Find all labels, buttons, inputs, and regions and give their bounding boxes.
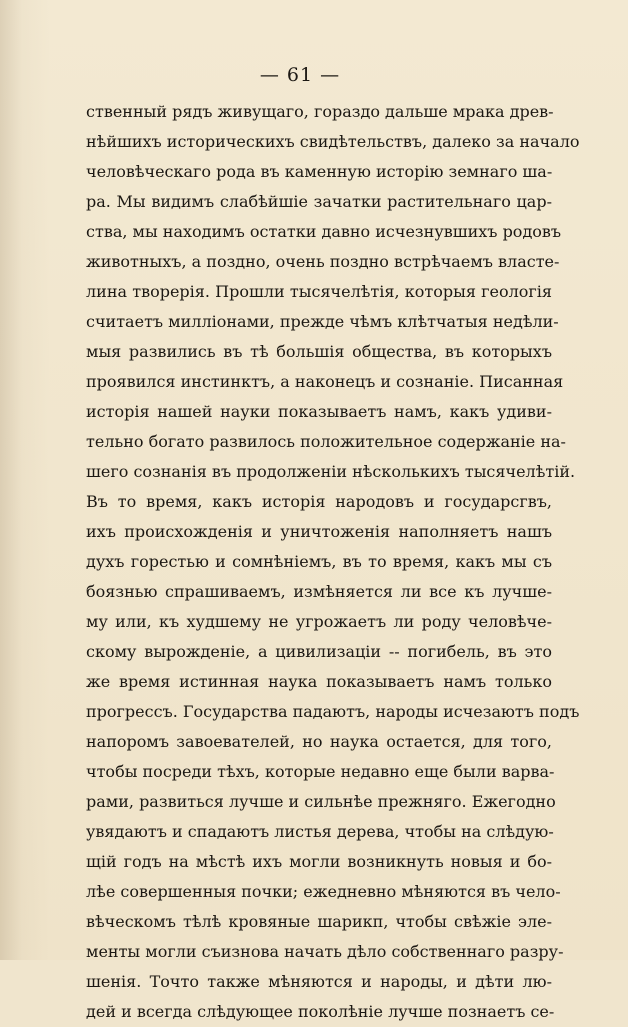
text-line: считаетъ милліонами, прежде чѣмъ клѣтчатыя недѣли- (86, 312, 559, 331)
text-line: Въ то время, какъ исторія народовъ и государсгвъ, (86, 492, 552, 511)
text-line: духъ горестью и сомнѣніемъ, въ то время, какъ мы съ (86, 552, 552, 571)
text-line: рами, развиться лучше и сильнѣе прежняго. Ежегодно (86, 792, 556, 811)
text-line: лѣе совершенныя почки; ежедневно мѣняются въ чело- (86, 882, 561, 901)
text-line: шего сознанія въ продолженіи нѣсколькихъ тысячелѣтій. (86, 462, 576, 481)
text-line: боязнью спрашиваемъ, измѣняется ли все къ лучше- (86, 582, 552, 601)
text-line: дей и всегда слѣдующее поколѣніе лучше познаетъ се- (86, 1002, 555, 1021)
text-line: ихъ происхожденія и уничтоженія наполняетъ нашъ (86, 522, 552, 541)
text-line: ства, мы находимъ остатки давно исчезнувшихъ родовъ (86, 222, 562, 241)
text-line: проявился инстинктъ, а наконецъ и сознаніе. Писанная (86, 372, 564, 391)
text-line: скому вырожденіе, а цивилизаціи -- погибель, въ это (86, 642, 552, 661)
text-line: ственный рядъ живущаго, гораздо дальше мрака древ- (86, 102, 554, 121)
text-line: чтобы посреди тѣхъ, которые недавно еще были варва- (86, 762, 555, 781)
text-line: исторія нашей науки показываетъ намъ, какъ удиви- (86, 402, 552, 421)
text-line: прогрессъ. Государства падаютъ, народы исчезаютъ подъ (86, 702, 580, 721)
text-line: животныхъ, а поздно, очень поздно встрѣчаемъ власте- (86, 252, 560, 271)
body-text (86, 97, 580, 1027)
text-line: менты могли съизнова начать дѣло собственнаго разру- (86, 942, 564, 961)
text-line: ра. Мы видимъ слабѣйшіе зачатки растительнаго цар- (86, 192, 552, 211)
text-line: же время истинная наука показываетъ намъ только (86, 672, 552, 691)
text-line: нѣйшихъ историческихъ свидѣтельствъ, далеко за начало (86, 132, 580, 151)
text-line: мыя развились въ тѣ большія общества, въ которыхъ (86, 342, 552, 361)
text-line: щій годъ на мѣстѣ ихъ могли возникнуть новыя и бо- (86, 852, 552, 871)
text-line: вѣческомъ тѣлѣ кровяные шарикп, чтобы свѣжіе эле- (86, 912, 552, 931)
text-line: лина творерія. Прошли тысячелѣтія, которыя геологія (86, 282, 552, 301)
text-line: му или, къ худшему не угрожаетъ ли роду человѣче- (86, 612, 552, 631)
text-line: человѣческаго рода въ каменную исторію земнаго ша- (86, 162, 553, 181)
text-line: увядаютъ и спадаютъ листья дерева, чтобы на слѣдую- (86, 822, 554, 841)
text-line: тельно богато развилось положительное содержаніе на- (86, 432, 566, 451)
page-number: — 61 — (259, 64, 341, 86)
text-line: напоромъ завоевателей, но наука остается, для того, (86, 732, 552, 751)
text-line: шенія. Точто также мѣняются и народы, и дѣти лю- (86, 972, 552, 991)
